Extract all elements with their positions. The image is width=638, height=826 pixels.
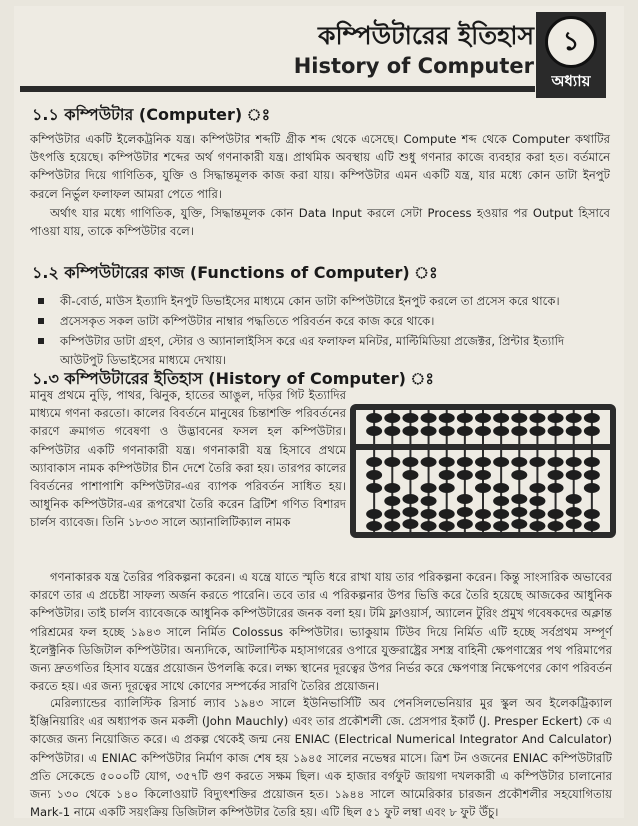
- abacus-bead: [511, 426, 527, 436]
- abacus-bead: [402, 519, 418, 529]
- abacus-bead: [402, 470, 418, 480]
- abacus-bead: [439, 509, 455, 519]
- section-title-computer: ১.১ কম্পিউটার (Computer) ঃ: [32, 105, 271, 124]
- abacus-bead: [493, 496, 509, 506]
- chapter-title-bengali: কম্পিউটারের ইতিহাস: [317, 21, 534, 50]
- abacus-bead: [439, 457, 455, 467]
- abacus-bead: [421, 483, 437, 493]
- abacus-bead: [511, 457, 527, 467]
- abacus-bead: [384, 483, 400, 493]
- abacus-bead: [548, 413, 564, 423]
- abacus-bead: [439, 521, 455, 531]
- abacus-bead: [548, 509, 564, 519]
- abacus-bead: [584, 483, 600, 493]
- section-paragraph: অর্থাৎ যার মধ্যে গাণিতিক, যুক্তি, সিদ্ধান্তমূলক কোন Data Input করলে সেটা Process হওয়ার পর Output হিসাবে পাওয়া যায়, তাকে কম্পিউটার বলে।: [30, 206, 610, 239]
- chapter-badge: [536, 12, 606, 98]
- list-item: [32, 292, 610, 310]
- abacus-bead: [566, 457, 582, 467]
- history-intro-text: মানুষ প্রথমে নুড়ি, পাথর, ঝিনুক, হাতের আঙুল, দড়ির গিট ইত্যাদির মাধ্যমে গণনা করতো। কালের বিবর্তনে মানুষের চিন্তাশক্তি পরিবর্তনের কারণে ক্রমাগত গবেষণা ও উদ্ভাবনের ফসল হল কম্পিউটার। কম্পিউটার একটি গণনাকারী যন্ত্র। গণনাকারী যন্ত্র হিসাবে প্রথমে অ্যাবাকাস নামক কম্পিউটার চীন দেশে তৈরি করা হয়। তারপর কালের বিবর্তনের পাশাপাশি কম্পিউটার-এর ব্যাপক পরিবর্তন সাধিত হয়। আধুনিক কম্পিউটার-এর রূপরেখা তৈরি করেন ব্রিটিশ গণিত বিশারদ চার্লস ব্যাবেজ। তিনি ১৮৩৩ সালে অ্যানালিটিক্যাল নামক: [30, 388, 346, 530]
- abacus-bead: [584, 521, 600, 531]
- abacus-bead: [421, 457, 437, 467]
- section-title-history: ১.৩ কম্পিউটারের ইতিহাস (History of Computer) ঃ: [32, 369, 434, 388]
- abacus-bead: [493, 521, 509, 531]
- abacus-bead: [548, 470, 564, 480]
- abacus-bead: [584, 413, 600, 423]
- abacus-bead: [421, 509, 437, 519]
- section-paragraph: মেরিল্যান্ডের ব্যালিস্টিক রিসার্চ ল্যাব ১৯৪৩ সালে ইউনিভার্সিটি অব পেনসিলভেনিয়ার মুর স্কুল অব ইলেকট্রিক্যাল ইঞ্জিনিয়ারিং এর অধ্যাপক জন মকলী (John Mauchly) এবং তার প্রকৌশলী জে. প্রেসপার ইকার্ট (J. Presper Eckert) কে এ কাজের জন্য নিয়োজিত করে। এ প্রকল্প থেকেই জন্ম নেয় ENIAC (Electrical Numerical Integrator And Calculator) কম্পিউটার। এ ENIAC কম্পিউটার নির্মাণ কাজ শেষ হয় ১৯৪৫ সালের নভেম্বর মাসে। ত্রিশ টন ওজনের ENIAC কম্পিউটারটি প্রতি সেকেন্ডে ৫০০০টি যোগ, ৩৫৭টি গুণ করতে সক্ষম ছিল। এক হাজার বর্গফুট জায়গা দখলকারী এ কম্পিউটার চালানোর জন্য ১৩০ থেকে ১৪০ কিলোওয়াট বিদ্যুৎশক্তির প্রয়োজন হত। ১৯৪৪ সালে আমেরিকার চারজন প্রকৌশলীর সহযোগিতায় Mark-1 নামে একটি সয়ংক্রিয় ডিজিটাল কম্পিউটার তৈরি হয়। এটি ছিল ৫১ ফুট লম্বা এবং ৮ ফুট উঁচু।: [30, 696, 612, 820]
- abacus-bead: [366, 483, 382, 493]
- list-item-text: প্রসেসকৃত সকল ডাটা কম্পিউটার নাম্বার পদ্ধতিতে পরিবর্তন করে কাজ করে থাকে।: [60, 314, 435, 329]
- abacus-bead: [384, 496, 400, 506]
- abacus-bead: [421, 426, 437, 436]
- abacus-bead: [529, 521, 545, 531]
- abacus-bead: [475, 521, 491, 531]
- abacus-bead: [548, 457, 564, 467]
- abacus-bead: [584, 509, 600, 519]
- abacus-bead: [511, 413, 527, 423]
- abacus-bead: [384, 426, 400, 436]
- abacus-bead: [366, 457, 382, 467]
- abacus-bead: [548, 426, 564, 436]
- abacus-bead: [402, 426, 418, 436]
- bullet-icon: [38, 338, 44, 344]
- abacus-bead: [384, 521, 400, 531]
- abacus-bead: [493, 413, 509, 423]
- abacus-bead: [366, 509, 382, 519]
- abacus-bead: [457, 470, 473, 480]
- list-item-text: কী-বোর্ড, মাউস ইত্যাদি ইনপুট ডিভাইসের মাধ্যমে কোন ডাটা কম্পিউটারে ইনপুট করলে তা প্রসেস করে থাকে।: [60, 294, 560, 308]
- abacus-bead: [439, 483, 455, 493]
- abacus-bead: [493, 457, 509, 467]
- abacus-bead: [384, 413, 400, 423]
- abacus-bead: [402, 494, 418, 504]
- abacus-bead: [493, 509, 509, 519]
- abacus-bead: [402, 507, 418, 517]
- abacus-bead: [529, 509, 545, 519]
- chapter-label: অধ্যায়: [551, 72, 591, 90]
- section-paragraph: কম্পিউটার একটি ইলেকট্রনিক যন্ত্র। কম্পিউটার শব্দটি গ্রীক শব্দ থেকে এসেছে। Compute শব্দ থেকে Computer কথাটির উৎপত্তি হয়েছে। কম্পিউটার শব্দের অর্থ গণনাকারী যন্ত্র। প্রাথমিক অবস্থায় এটি শুধু গণনার কাজে ব্যবহার করা হত। বর্তমানে কম্পিউটার দিয়ে গাণিতিক, যুক্তি ও সিদ্ধান্তমূলক কাজ করা যায়। কম্পিউটার এমন একটি যন্ত্র, যার মধ্যে কোন ডাটা ইনপুট করলে নির্ভুল ফলাফল আমরা পেতে পারি।: [30, 132, 610, 201]
- abacus-bead: [457, 494, 473, 504]
- abacus-bead: [584, 426, 600, 436]
- list-item: [32, 312, 610, 330]
- abacus-bead: [529, 413, 545, 423]
- abacus-bead: [566, 470, 582, 480]
- abacus-bead: [384, 509, 400, 519]
- chapter-title-english: History of Computer: [293, 54, 534, 78]
- abacus-bead: [566, 413, 582, 423]
- abacus-bead: [529, 483, 545, 493]
- abacus-bead: [529, 496, 545, 506]
- abacus-bead: [475, 457, 491, 467]
- list-item: [32, 332, 610, 368]
- abacus-bead: [475, 426, 491, 436]
- functions-list: [32, 292, 610, 371]
- abacus-bead: [566, 519, 582, 529]
- abacus-bead: [511, 507, 527, 517]
- abacus-bead: [421, 496, 437, 506]
- abacus-bead: [475, 413, 491, 423]
- section-paragraph: গণনাকারক যন্ত্র তৈরির পরিকল্পনা করেন। এ যন্ত্রে যাতে স্মৃতি ধরে রাখা যায় তার পরিকল্পনা করেন। কিন্তু সাংসারিক অভাবের কারণে তার এ প্রচেষ্টা সাফল্য অর্জন করতে পারেনি। তবে তার এ পরিকল্পনার উপর ভিত্তি করে তৈরি হয়েছে আজকের আধুনিক কম্পিউটার। তাই চার্লস ব্যাবেজকে আধুনিক কম্পিউটারের জনক বলা হয়। টমি ফ্লাওয়ার্স, অ্যালেন টুরিং প্রমুখ গবেষকদের অক্লান্ত পরিশ্রমের ফল হচ্ছে ১৯৪৩ সালে নির্মিত Colossus কম্পিউটার। ভ্যাকুয়াম টিউব দিয়ে নির্মিত এটি হচ্ছে সর্বপ্রথম সম্পূর্ণ ইলেক্ট্রনিক ডিজিটাল কম্পিউটার। অন্যদিকে, আটলান্টিক মহাসাগরের ওপারে যুক্তরাষ্ট্রের সশস্ত্র বাহিনী ক্ষেপণাস্ত্রের পথ পরিমাপের জন্য দ্রুতগতির হিসাব যন্ত্রের প্রয়োজন উপলব্ধি করে। লক্ষ্য স্থানের দূরত্বের উপর নির্ভর করে ক্ষেপণাস্ত্র নিক্ষেপণের কোণ পরিবর্তন করতে হয়। এর জন্য দূরত্বের সাথে কোণের সম্পর্কের সারণি তৈরির প্রয়োজন।: [30, 570, 613, 694]
- abacus-bead: [475, 509, 491, 519]
- abacus-icon: [350, 404, 616, 538]
- abacus-bead: [366, 426, 382, 436]
- abacus-bead: [566, 507, 582, 517]
- abacus-bead: [529, 426, 545, 436]
- abacus-bead: [421, 413, 437, 423]
- abacus-bead: [366, 413, 382, 423]
- abacus-bead: [493, 483, 509, 493]
- header-rule: [20, 86, 535, 92]
- abacus-bead: [439, 413, 455, 423]
- abacus-bead: [457, 426, 473, 436]
- abacus-bead: [402, 413, 418, 423]
- bullet-icon: [38, 318, 44, 324]
- abacus-bead: [475, 483, 491, 493]
- abacus-bead: [511, 470, 527, 480]
- abacus-bead: [584, 457, 600, 467]
- abacus-bead: [439, 470, 455, 480]
- list-item-text: কম্পিউটার ডাটা গ্রহণ, স্টোর ও অ্যানালাইসিস করে এর ফলাফল মনিটর, মাল্টিমিডিয়া প্রজেক্টর, প্রিন্টার ইত্যাদি আউটপুট ডিভাইসের মাধ্যমে দেখায়।: [60, 334, 565, 367]
- abacus-bead: [457, 507, 473, 517]
- abacus-bead: [366, 470, 382, 480]
- abacus-bead: [475, 470, 491, 480]
- abacus-bead: [584, 470, 600, 480]
- section-title-functions: ১.২ কম্পিউটারের কাজ (Functions of Computer) ঃ: [32, 263, 438, 282]
- abacus-bead: [457, 519, 473, 529]
- abacus-bead: [566, 494, 582, 504]
- abacus-bead: [511, 519, 527, 529]
- abacus-bead: [366, 521, 382, 531]
- abacus-bead: [548, 521, 564, 531]
- abacus-bead: [384, 457, 400, 467]
- abacus-bead: [457, 457, 473, 467]
- book-page: [14, 6, 624, 818]
- abacus-bead: [493, 426, 509, 436]
- abacus-bead: [511, 494, 527, 504]
- abacus-bead: [529, 457, 545, 467]
- bullet-icon: [38, 298, 44, 304]
- abacus-bead: [402, 457, 418, 467]
- abacus-bead: [566, 426, 582, 436]
- abacus-bead: [548, 483, 564, 493]
- abacus-bead: [439, 426, 455, 436]
- abacus-bead: [421, 521, 437, 531]
- chapter-number: ১: [545, 16, 597, 68]
- abacus-bead: [457, 413, 473, 423]
